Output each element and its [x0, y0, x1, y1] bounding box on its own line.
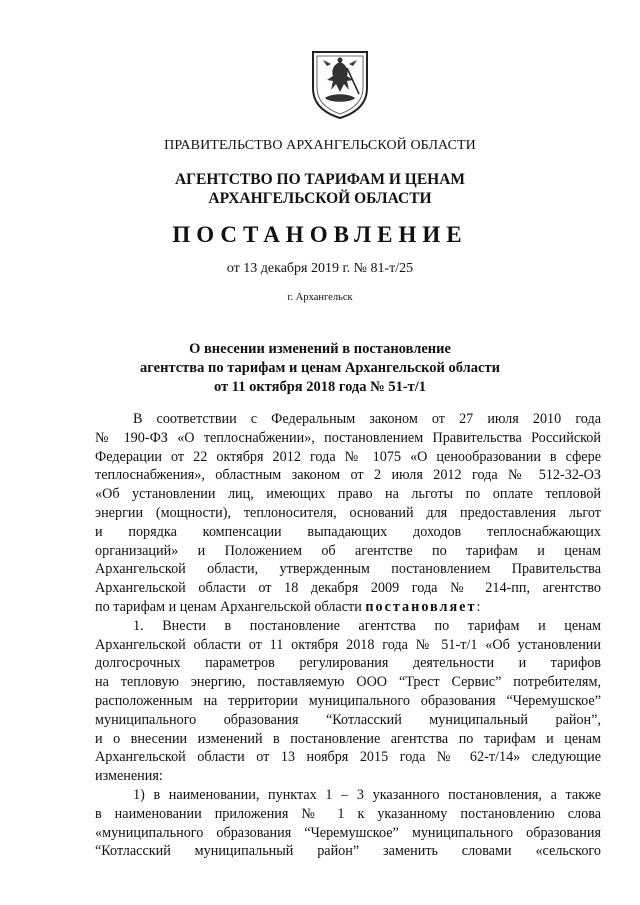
- body-line: в наименовании приложения № 1 к указанному постановлению слова: [95, 805, 601, 822]
- date-and-number: от 13 декабря 2019 г. № 81-т/25: [226, 261, 414, 276]
- body-line: Федерации от 22 октября 2012 года № 1075 «О ценообразовании в сфере: [95, 448, 601, 465]
- agency-title-line2: АРХАНГЕЛЬСКОЙ ОБЛАСТИ: [208, 190, 432, 207]
- body-line: В соответствии с Федеральным законом от 27 июля 2010 года: [133, 411, 601, 427]
- body-line: долгосрочных параметров регулирования деятельности и тарифов: [95, 655, 601, 672]
- document-body: [95, 410, 601, 861]
- body-line: 1. Внести в постановление агентства по тарифам и ценам: [133, 617, 601, 634]
- subject-line2: агентства по тарифам и ценам Архангельской области: [140, 360, 500, 376]
- subject-line1: О внесении изменений в постановление: [189, 341, 451, 357]
- coat-of-arms-icon: [309, 48, 371, 120]
- resolves-colon: :: [476, 598, 481, 615]
- body-line: № 190-ФЗ «О теплоснабжении», постановлением Правительства Российской: [95, 429, 601, 446]
- body-line: изменения:: [95, 768, 163, 785]
- body-line: «Об установлении лиц, имеющих право на льготы по оплате тепловой: [95, 486, 601, 503]
- body-line: Архангельской области от 13 ноября 2015 года № 62-т/14» следующие: [95, 749, 601, 766]
- agency-title: [0, 170, 640, 208]
- body-line: и о внесении изменений в постановление агентства по тарифам и ценам: [95, 730, 601, 747]
- body-line-text: по тарифам и ценам Архангельской области: [95, 598, 362, 615]
- subject-line3: от 11 октября 2018 года № 51-т/1: [213, 379, 427, 395]
- body-line: Архангельской области, утвержденным постановлением Правительства: [95, 561, 601, 578]
- body-line: энергии (мощности), теплоносителя, оснований для предоставления льгот: [95, 504, 601, 521]
- body-line: “Котласский муниципальный район” заменить словами «сельского: [95, 843, 601, 860]
- resolves-word: постановляет: [365, 598, 477, 615]
- body-line: расположенным на территории муниципального образования “Черемушское”: [95, 692, 601, 709]
- body-line: «муниципального образования “Черемушское” муниципального образования: [95, 824, 601, 841]
- body-line: теплоснабжения», областным законом от 2 июля 2012 года № 512-32-ОЗ: [95, 467, 601, 484]
- agency-title-line1: АГЕНТСТВО ПО ТАРИФАМ И ЦЕНАМ: [174, 171, 466, 188]
- government-title: ПРАВИТЕЛЬСТВО АРХАНГЕЛЬСКОЙ ОБЛАСТИ: [164, 138, 476, 153]
- body-line: муниципального образования “Котласский муниципальный район”,: [95, 711, 601, 728]
- document-type: ПОСТАНОВЛЕНИЕ: [172, 222, 468, 247]
- city: г. Архангельск: [287, 292, 353, 303]
- body-line-resolution: [95, 598, 601, 617]
- document-subject: [0, 340, 640, 397]
- body-line: организаций» и Положением об агентстве по тарифам и ценам: [95, 542, 601, 559]
- body-line: 1) в наименовании, пунктах 1 – 3 указанного постановления, а также: [133, 786, 601, 803]
- body-line: Архангельской области от 18 декабря 2009 года № 214-пп, агентство: [95, 580, 601, 597]
- body-line: Архангельской области от 11 октября 2018 года № 51-т/1 «Об установлении: [95, 636, 601, 653]
- body-line: и порядка компенсации выпадающих доходов теплоснабжающих: [95, 523, 601, 540]
- body-line: на тепловую энергию, поставляемую ООО “Трест Сервис” потребителям,: [95, 674, 601, 691]
